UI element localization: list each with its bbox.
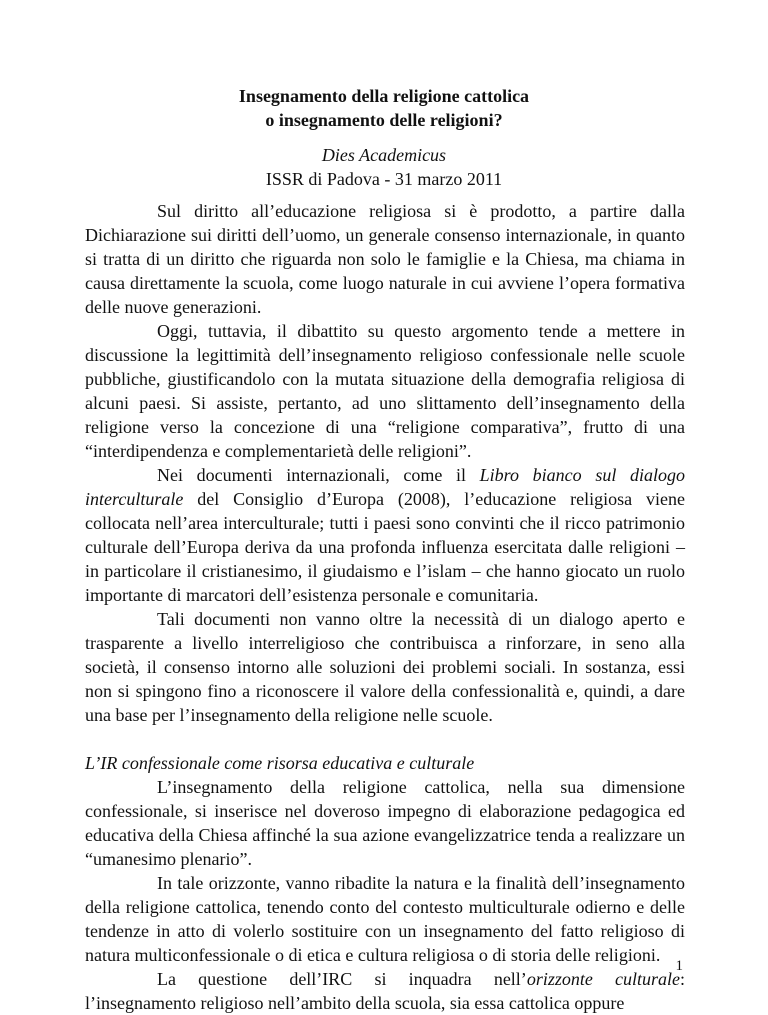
paragraph-5: L’insegnamento della religione cattolica, nella sua dimensione confessionale, si inserisce nel doveroso impegno di elaborazione pedagogica ed educativa della Chiesa affinché la sua azione evangelizzatrice tenda a realizzare un “umanesimo plenario”. <box>85 777 685 869</box>
place-date: ISSR di Padova - 31 marzo 2011 <box>265 169 503 189</box>
paragraph-3-emphasis: Libro bianco sul dialogo interculturale <box>85 465 685 509</box>
paragraph-7-emphasis: orizzonte culturale <box>526 969 680 989</box>
paragraph-4: Tali documenti non vanno oltre la necessità di un dialogo aperto e trasparente a livello interreligioso che contribuisca a rinforzare, in seno alla società, il consenso intorno alle soluzioni dei problemi sociali. In sostanza, essi non si spingono fino a riconoscere il valore della confessionalità e, quindi, a dare una base per l’insegnamento della religione nelle scuole. <box>85 609 685 725</box>
event-name: Dies Academicus <box>321 145 447 165</box>
paragraph-3-text-b: del Consiglio d’Europa (2008), l’educazione religiosa viene collocata nell’area interculturale; tutti i paesi sono convinti che il ricco patrimonio culturale dell’Europa deriva da una profonda influenza esercitata dalle religioni – in particolare il cristianesimo, il giudaismo e l’islam – che hanno giocato un ruolo importante di marcatori dell’esistenza personale e comunitaria. <box>85 489 685 605</box>
paragraph-7 <box>85 967 685 1015</box>
paragraph-1: Sul diritto all’educazione religiosa si è prodotto, a partire dalla Dichiarazione sui diritti dell’uomo, un generale consenso internazionale, in quanto si tratta di un diritto che riguarda non solo le famiglie e la Chiesa, ma chiama in causa direttamente la scuola, come luogo naturale in cui avviene l’opera formativa delle nuove generazioni. <box>85 201 685 317</box>
paragraph-2: Oggi, tuttavia, il dibattito su questo argomento tende a mettere in discussione la legittimità dell’insegnamento religioso confessionale nelle scuole pubbliche, giustificandolo con la mutata situazione della demografia religiosa di alcuni paesi. Si assiste, pertanto, ad uno slittamento dell’insegnamento della religione verso la concezione di una “religione comparativa”, frutto di una “interdipendenza e complementarietà delle religioni”. <box>85 321 685 461</box>
section-heading: L’IR confessionale come risorsa educativa e culturale <box>85 753 475 773</box>
paragraph-6: In tale orizzonte, vanno ribadite la natura e la finalità dell’insegnamento della religione cattolica, tenendo conto del contesto multiculturale odierno e delle tendenze in atto di volerlo sostituire con un insegnamento del fatto religioso di natura multiconfessionale o di etica e cultura religiosa o di storia delle religioni. <box>85 873 685 965</box>
title-line-1: Insegnamento della religione cattolica <box>238 86 530 106</box>
paragraph-3 <box>85 463 685 607</box>
page-number: 1 <box>675 958 683 974</box>
title-line-2: o insegnamento delle religioni? <box>265 110 503 130</box>
paragraph-7-text-a: La questione dell’IRC si inquadra nell’ <box>157 969 527 989</box>
paragraph-7-text-b: : l’insegnamento religioso nell’ambito della scuola, sia essa cattolica oppure <box>85 969 685 1013</box>
document-body <box>85 199 685 1015</box>
paragraph-3-text-a: Nei documenti internazionali, come il <box>157 465 480 485</box>
